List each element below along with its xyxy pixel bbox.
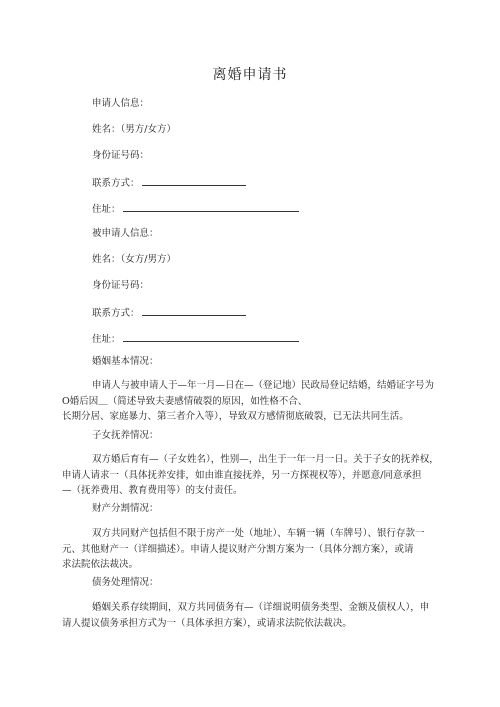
respondent-address bbox=[92, 332, 299, 346]
children-paragraph bbox=[62, 452, 440, 499]
marriage-line-3: 长期分居、家庭暴力、第三者介入等），导致双方感情彻底破裂，已无法共同生活。 bbox=[62, 411, 409, 422]
debt-heading: 债务处理情况： bbox=[92, 577, 159, 588]
respondent-address-label: 住址： bbox=[92, 334, 121, 345]
applicant-contact-blank bbox=[142, 176, 246, 186]
property-line-3: 求法院依法裁决。 bbox=[62, 559, 139, 570]
property-paragraph bbox=[62, 526, 440, 573]
applicant-address-label: 住址： bbox=[92, 204, 121, 215]
property-line-1: 双方共同财产包括但不限于房产一处（地址）、车辆一辆（车牌号）、银行存款一 bbox=[92, 528, 425, 539]
children-line-2: 申请人请求一（具体抚养安排，如由谁直接抚养，另一方探视权等），并愿意/同意承担 bbox=[62, 469, 422, 481]
respondent-contact bbox=[92, 306, 246, 320]
applicant-contact-label: 联系方式： bbox=[92, 178, 140, 189]
applicant-name: 姓名：（男方/女方） bbox=[92, 124, 176, 135]
respondent-heading: 被申请人信息： bbox=[92, 228, 159, 239]
respondent-address-blank bbox=[123, 332, 299, 342]
applicant-contact bbox=[92, 176, 246, 190]
respondent-id: 身份证号码： bbox=[92, 280, 150, 291]
property-line-2: 元、其他财产一（详细描述）。申请人提议财产分割方案为一（具体分割方案），或请 bbox=[62, 543, 414, 555]
property-heading: 财产分割情况： bbox=[92, 503, 159, 514]
debt-line-2: 请人提议债务承担方式为一（具体承担方案），或请求法院依法裁决。 bbox=[62, 617, 352, 629]
children-line-3: —（抚养费用、教育费用等）的支付责任。 bbox=[62, 485, 243, 496]
marriage-paragraph bbox=[62, 378, 440, 425]
applicant-address-blank bbox=[123, 202, 299, 212]
document-title: 离婚申请书 bbox=[212, 67, 288, 83]
debt-paragraph bbox=[62, 600, 440, 631]
marriage-line-2: O婚后因＿（简述导致夫妻感情破裂的原因，如性格不合、 bbox=[62, 395, 308, 407]
marriage-heading: 婚姻基本情况： bbox=[92, 356, 159, 367]
children-heading: 子女抚养情况： bbox=[92, 430, 159, 441]
respondent-name: 姓名：（女方/男方） bbox=[92, 254, 176, 265]
children-line-1: 双方婚后育有—（子女姓名），性别—，出生于一年一月一日。关于子女的抚养权， bbox=[92, 454, 439, 465]
applicant-heading: 申请人信息： bbox=[92, 98, 150, 109]
applicant-id: 身份证号码： bbox=[92, 150, 150, 161]
respondent-contact-blank bbox=[142, 306, 246, 316]
applicant-address bbox=[92, 202, 299, 216]
debt-line-1: 婚姻关系存续期间，双方共同债务有—（详细说明债务类型、金额及债权人），申 bbox=[92, 602, 430, 613]
respondent-contact-label: 联系方式： bbox=[92, 308, 140, 319]
marriage-line-1: 申请人与被申请人于—年一月—日在—（登记地）民政局登记结婚，结婚证字号为 bbox=[92, 380, 435, 391]
